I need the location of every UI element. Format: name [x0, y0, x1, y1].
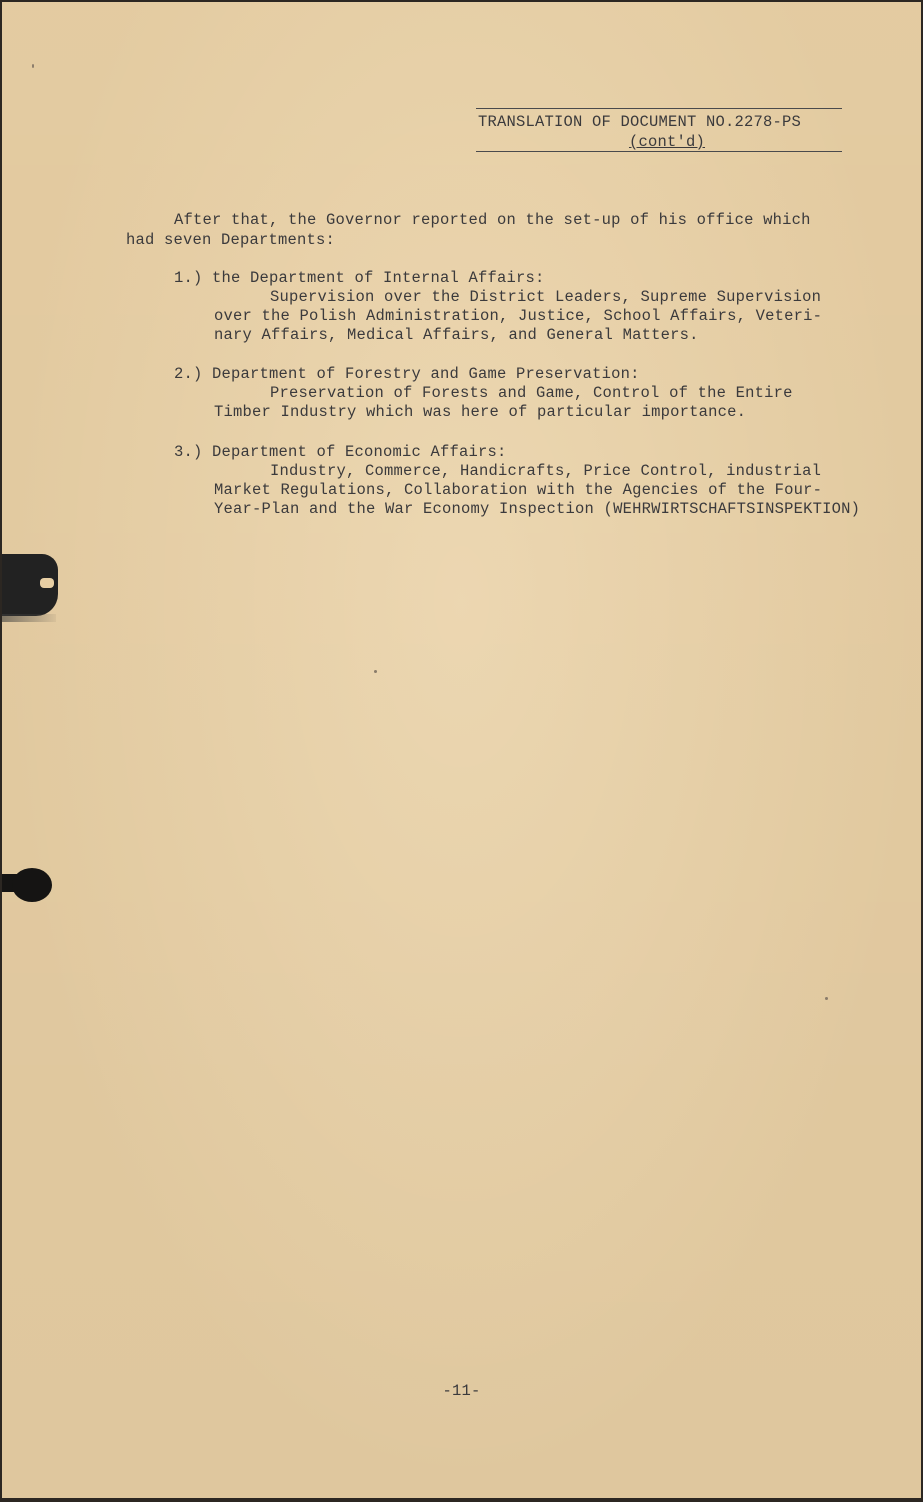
item-heading: 3.) Department of Economic Affairs:	[174, 443, 507, 461]
item-line: Year-Plan and the War Economy Inspection (WEHRWIRTSCHAFTSINSPEKTION)	[214, 500, 861, 518]
item-line: Market Regulations, Collaboration with the Agencies of the Four-	[214, 481, 823, 499]
document-subtitle: (cont'd)	[628, 133, 705, 151]
document-title: TRANSLATION OF DOCUMENT NO.2278-PS	[478, 113, 802, 131]
paper-speck	[32, 64, 34, 68]
item-line: Preservation of Forests and Game, Control of the Entire	[270, 384, 793, 402]
item-line: over the Polish Administration, Justice, School Affairs, Veteri-	[214, 307, 823, 325]
document-page	[2, 2, 921, 1498]
item-line: Supervision over the District Leaders, Supreme Supervision	[270, 288, 822, 306]
binder-clip-notch	[40, 578, 54, 588]
item-heading: 2.) Department of Forestry and Game Preservation:	[174, 365, 640, 383]
item-line: nary Affairs, Medical Affairs, and General Matters.	[214, 326, 699, 344]
intro-line: After that, the Governor reported on the set-up of his office which	[174, 211, 811, 229]
punch-hole	[12, 868, 52, 902]
item-line: Industry, Commerce, Handicrafts, Price Control, industrial	[270, 462, 822, 480]
header-rule-bottom	[476, 151, 842, 152]
item-heading: 1.) the Department of Internal Affairs:	[174, 269, 545, 287]
binder-clip-shadow	[2, 614, 56, 622]
item-line: Timber Industry which was here of particular importance.	[214, 403, 747, 421]
page-number: -11-	[442, 1382, 481, 1400]
header-rule-top	[476, 108, 842, 109]
intro-line: had seven Departments:	[126, 231, 336, 249]
paper-speck	[374, 670, 377, 673]
paper-speck	[825, 997, 828, 1000]
